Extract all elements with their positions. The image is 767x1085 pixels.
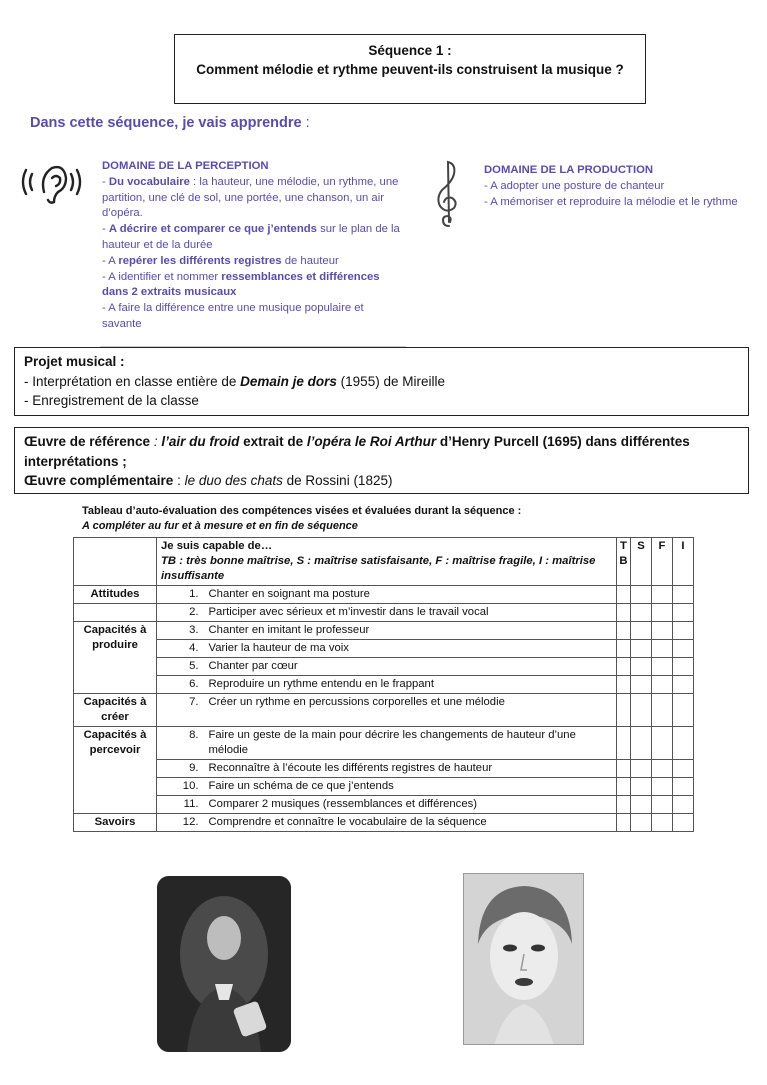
level-i: I (673, 538, 694, 586)
perception-item-bold: ressemblances et différences dans 2 extraits musicaux (102, 270, 380, 299)
oeuvre-comp-end: de Rossini (1825) (282, 473, 393, 488)
intro-heading (30, 115, 310, 131)
level-s: S (631, 538, 652, 586)
checkbox-tb[interactable] (617, 796, 631, 814)
row-number: 8. (157, 727, 205, 760)
header-legend: TB : très bonne maîtrise, S : maîtrise satisfaisante, F : maîtrise fragile, I : maîtrise insuffisante (161, 555, 596, 582)
row-text: Créer un rythme en percussions corporelles et une mélodie (205, 694, 617, 727)
row-number: 9. (157, 760, 205, 778)
treble-clef-icon (434, 158, 462, 230)
projet-song-title: Demain je dors (240, 373, 337, 389)
oeuvres-box (14, 427, 749, 494)
checkbox-f[interactable] (652, 622, 673, 640)
table-row (74, 586, 694, 604)
checkbox-s[interactable] (631, 622, 652, 640)
table-row (74, 694, 694, 727)
purcell-portrait (157, 876, 291, 1052)
checkbox-s[interactable] (631, 796, 652, 814)
category-savoirs: Savoirs (74, 814, 157, 832)
row-text: Faire un geste de la main pour décrire les changements de hauteur d’une mélodie (205, 727, 617, 760)
checkbox-s[interactable] (631, 604, 652, 622)
oeuvre-reference (24, 432, 739, 471)
checkbox-i[interactable] (673, 694, 694, 727)
projet-line-1-suffix: (1955) de Mireille (336, 373, 445, 389)
row-text: Faire un schéma de ce que j’entends (205, 778, 617, 796)
ear-listening-icon (16, 158, 88, 206)
category-produire: Capacités à produire (74, 622, 157, 694)
checkbox-s[interactable] (631, 814, 652, 832)
row-text: Participer avec sérieux et m’investir dans le travail vocal (205, 604, 617, 622)
header-empty-cell (74, 538, 157, 586)
checkbox-i[interactable] (673, 814, 694, 832)
production-item: - A mémoriser et reproduire la mélodie et le rythme (484, 195, 738, 208)
oeuvre-ref-end: d’Henry Purcell (1695) dans différentes interprétations ; (24, 434, 690, 469)
table-caption-sub: A compléter au fur et à mesure et en fin de séquence (82, 520, 358, 532)
row-number: 12. (157, 814, 205, 832)
row-text: Chanter en soignant ma posture (205, 586, 617, 604)
mireille-portrait-drawing (464, 874, 584, 1045)
projet-line-2: - Enregistrement de la classe (24, 393, 199, 408)
perception-item-text: sur le plan de la hauteur et de la durée (102, 223, 400, 251)
perception-item-bold: Du vocabulaire (108, 175, 190, 188)
header-capable-text: Je suis capable de… (161, 540, 273, 552)
row-text: Reconnaître à l’écoute les différents registres de hauteur (205, 760, 617, 778)
checkbox-tb[interactable] (617, 814, 631, 832)
row-text: Comprendre et connaître le vocabulaire de la séquence (205, 814, 617, 832)
projet-musical-box (14, 347, 749, 416)
table-row (74, 658, 694, 676)
table-row (74, 727, 694, 760)
row-number: 6. (157, 676, 205, 694)
perception-item-bold: repérer les différents registres (118, 254, 282, 267)
table-row (74, 640, 694, 658)
checkbox-s[interactable] (631, 676, 652, 694)
oeuvre-comp-label: Œuvre complémentaire (24, 473, 174, 488)
self-evaluation-table (73, 537, 694, 832)
row-number: 3. (157, 622, 205, 640)
row-number: 11. (157, 796, 205, 814)
checkbox-f[interactable] (652, 694, 673, 727)
table-row (74, 622, 694, 640)
checkbox-f[interactable] (652, 640, 673, 658)
perception-item (102, 222, 402, 254)
perception-item (102, 301, 402, 333)
checkbox-i[interactable] (673, 760, 694, 778)
checkbox-f[interactable] (652, 604, 673, 622)
checkbox-s[interactable] (631, 694, 652, 727)
category-percevoir: Capacités à percevoir (74, 727, 157, 814)
category-creer: Capacités à créer (74, 694, 157, 727)
checkbox-f[interactable] (652, 760, 673, 778)
row-text: Reproduire un rythme entendu en le frappant (205, 676, 617, 694)
oeuvre-ref-sep: : (150, 434, 162, 449)
perception-item (102, 270, 402, 302)
projet-line-1 (24, 372, 739, 392)
level-f: F (652, 538, 673, 586)
mireille-portrait (463, 873, 584, 1045)
checkbox-f[interactable] (652, 814, 673, 832)
checkbox-tb[interactable] (617, 727, 631, 760)
checkbox-i[interactable] (673, 796, 694, 814)
table-header-row (74, 538, 694, 586)
checkbox-i[interactable] (673, 604, 694, 622)
perception-item-prefix: - A (102, 254, 119, 267)
intro-text: Dans cette séquence, je vais apprendre (30, 115, 302, 131)
row-number: 1. (157, 586, 205, 604)
row-text: Chanter par cœur (205, 658, 617, 676)
oeuvre-ref-mid: extrait de (239, 434, 307, 449)
production-title: DOMAINE DE LA PRODUCTION (484, 164, 654, 176)
category-empty (74, 604, 157, 622)
perception-item-prefix: - A faire la différence entre une musique populaire et savante (102, 302, 364, 330)
oeuvre-complementaire (24, 471, 739, 491)
sequence-question: Comment mélodie et rythme peuvent-ils construisent la musique ? (196, 62, 624, 77)
perception-title: DOMAINE DE LA PERCEPTION (102, 160, 269, 172)
checkbox-tb[interactable] (617, 604, 631, 622)
header-capable-cell (157, 538, 617, 586)
checkbox-i[interactable] (673, 778, 694, 796)
row-number: 4. (157, 640, 205, 658)
perception-item (102, 254, 402, 270)
production-item: - A adopter une posture de chanteur (484, 179, 665, 192)
checkbox-tb[interactable] (617, 694, 631, 727)
row-text: Varier la hauteur de ma voix (205, 640, 617, 658)
table-caption (82, 504, 521, 534)
checkbox-i[interactable] (673, 676, 694, 694)
checkbox-s[interactable] (631, 778, 652, 796)
oeuvre-comp-title: le duo des chats (184, 473, 283, 488)
checkbox-s[interactable] (631, 586, 652, 604)
checkbox-f[interactable] (652, 658, 673, 676)
oeuvre-ref-label: Œuvre de référence (24, 434, 151, 449)
row-number: 2. (157, 604, 205, 622)
table-row (74, 814, 694, 832)
checkbox-f[interactable] (652, 586, 673, 604)
checkbox-i[interactable] (673, 640, 694, 658)
perception-item-prefix: - A identifier et nommer (102, 270, 222, 283)
sequence-title-box (174, 34, 646, 104)
checkbox-f[interactable] (652, 727, 673, 760)
table-row (74, 676, 694, 694)
checkbox-i[interactable] (673, 727, 694, 760)
perception-item (102, 175, 402, 222)
sequence-number: Séquence 1 : (368, 43, 452, 58)
checkbox-s[interactable] (631, 640, 652, 658)
checkbox-tb[interactable] (617, 622, 631, 640)
purcell-portrait-drawing (157, 876, 291, 1052)
checkbox-i[interactable] (673, 658, 694, 676)
projet-label: Projet musical : (24, 354, 125, 369)
checkbox-f[interactable] (652, 796, 673, 814)
checkbox-i[interactable] (673, 622, 694, 640)
row-number: 10. (157, 778, 205, 796)
checkbox-tb[interactable] (617, 676, 631, 694)
intro-colon: : (301, 115, 310, 131)
oeuvre-ref-opera: l’opéra le Roi Arthur (306, 434, 437, 449)
row-text: Comparer 2 musiques (ressemblances et différences) (205, 796, 617, 814)
production-domain (484, 163, 739, 210)
perception-item-prefix: - (102, 175, 109, 188)
checkbox-f[interactable] (652, 676, 673, 694)
table-row (74, 604, 694, 622)
perception-item-bold: A décrire et comparer ce que j’entends (108, 223, 317, 236)
row-number: 7. (157, 694, 205, 727)
table-row (74, 760, 694, 778)
checkbox-tb[interactable] (617, 640, 631, 658)
checkbox-s[interactable] (631, 658, 652, 676)
table-row (74, 796, 694, 814)
table-row (74, 778, 694, 796)
perception-item-text: de hauteur (281, 254, 339, 267)
oeuvre-ref-air: l’air du froid (161, 434, 240, 449)
checkbox-f[interactable] (652, 778, 673, 796)
row-text: Chanter en imitant le professeur (205, 622, 617, 640)
checkbox-i[interactable] (673, 586, 694, 604)
checkbox-s[interactable] (631, 727, 652, 760)
checkbox-tb[interactable] (617, 658, 631, 676)
oeuvre-comp-sep: : (173, 473, 185, 488)
perception-item-text: : la hauteur, une mélodie, un rythme, une partition, une clé de sol, une portée, une chanson, un air d’opéra. (102, 175, 399, 220)
perception-item-prefix: - (102, 223, 109, 236)
checkbox-tb[interactable] (617, 760, 631, 778)
perception-domain (102, 159, 402, 333)
row-number: 5. (157, 658, 205, 676)
checkbox-s[interactable] (631, 760, 652, 778)
category-attitudes: Attitudes (74, 586, 157, 604)
checkbox-tb[interactable] (617, 586, 631, 604)
projet-line-1-prefix: - Interprétation en classe entière de (24, 373, 241, 389)
level-tb: T B (617, 538, 631, 586)
table-caption-title: Tableau d’auto-évaluation des compétences visées et évaluées durant la séquence : (82, 505, 522, 517)
checkbox-tb[interactable] (617, 778, 631, 796)
